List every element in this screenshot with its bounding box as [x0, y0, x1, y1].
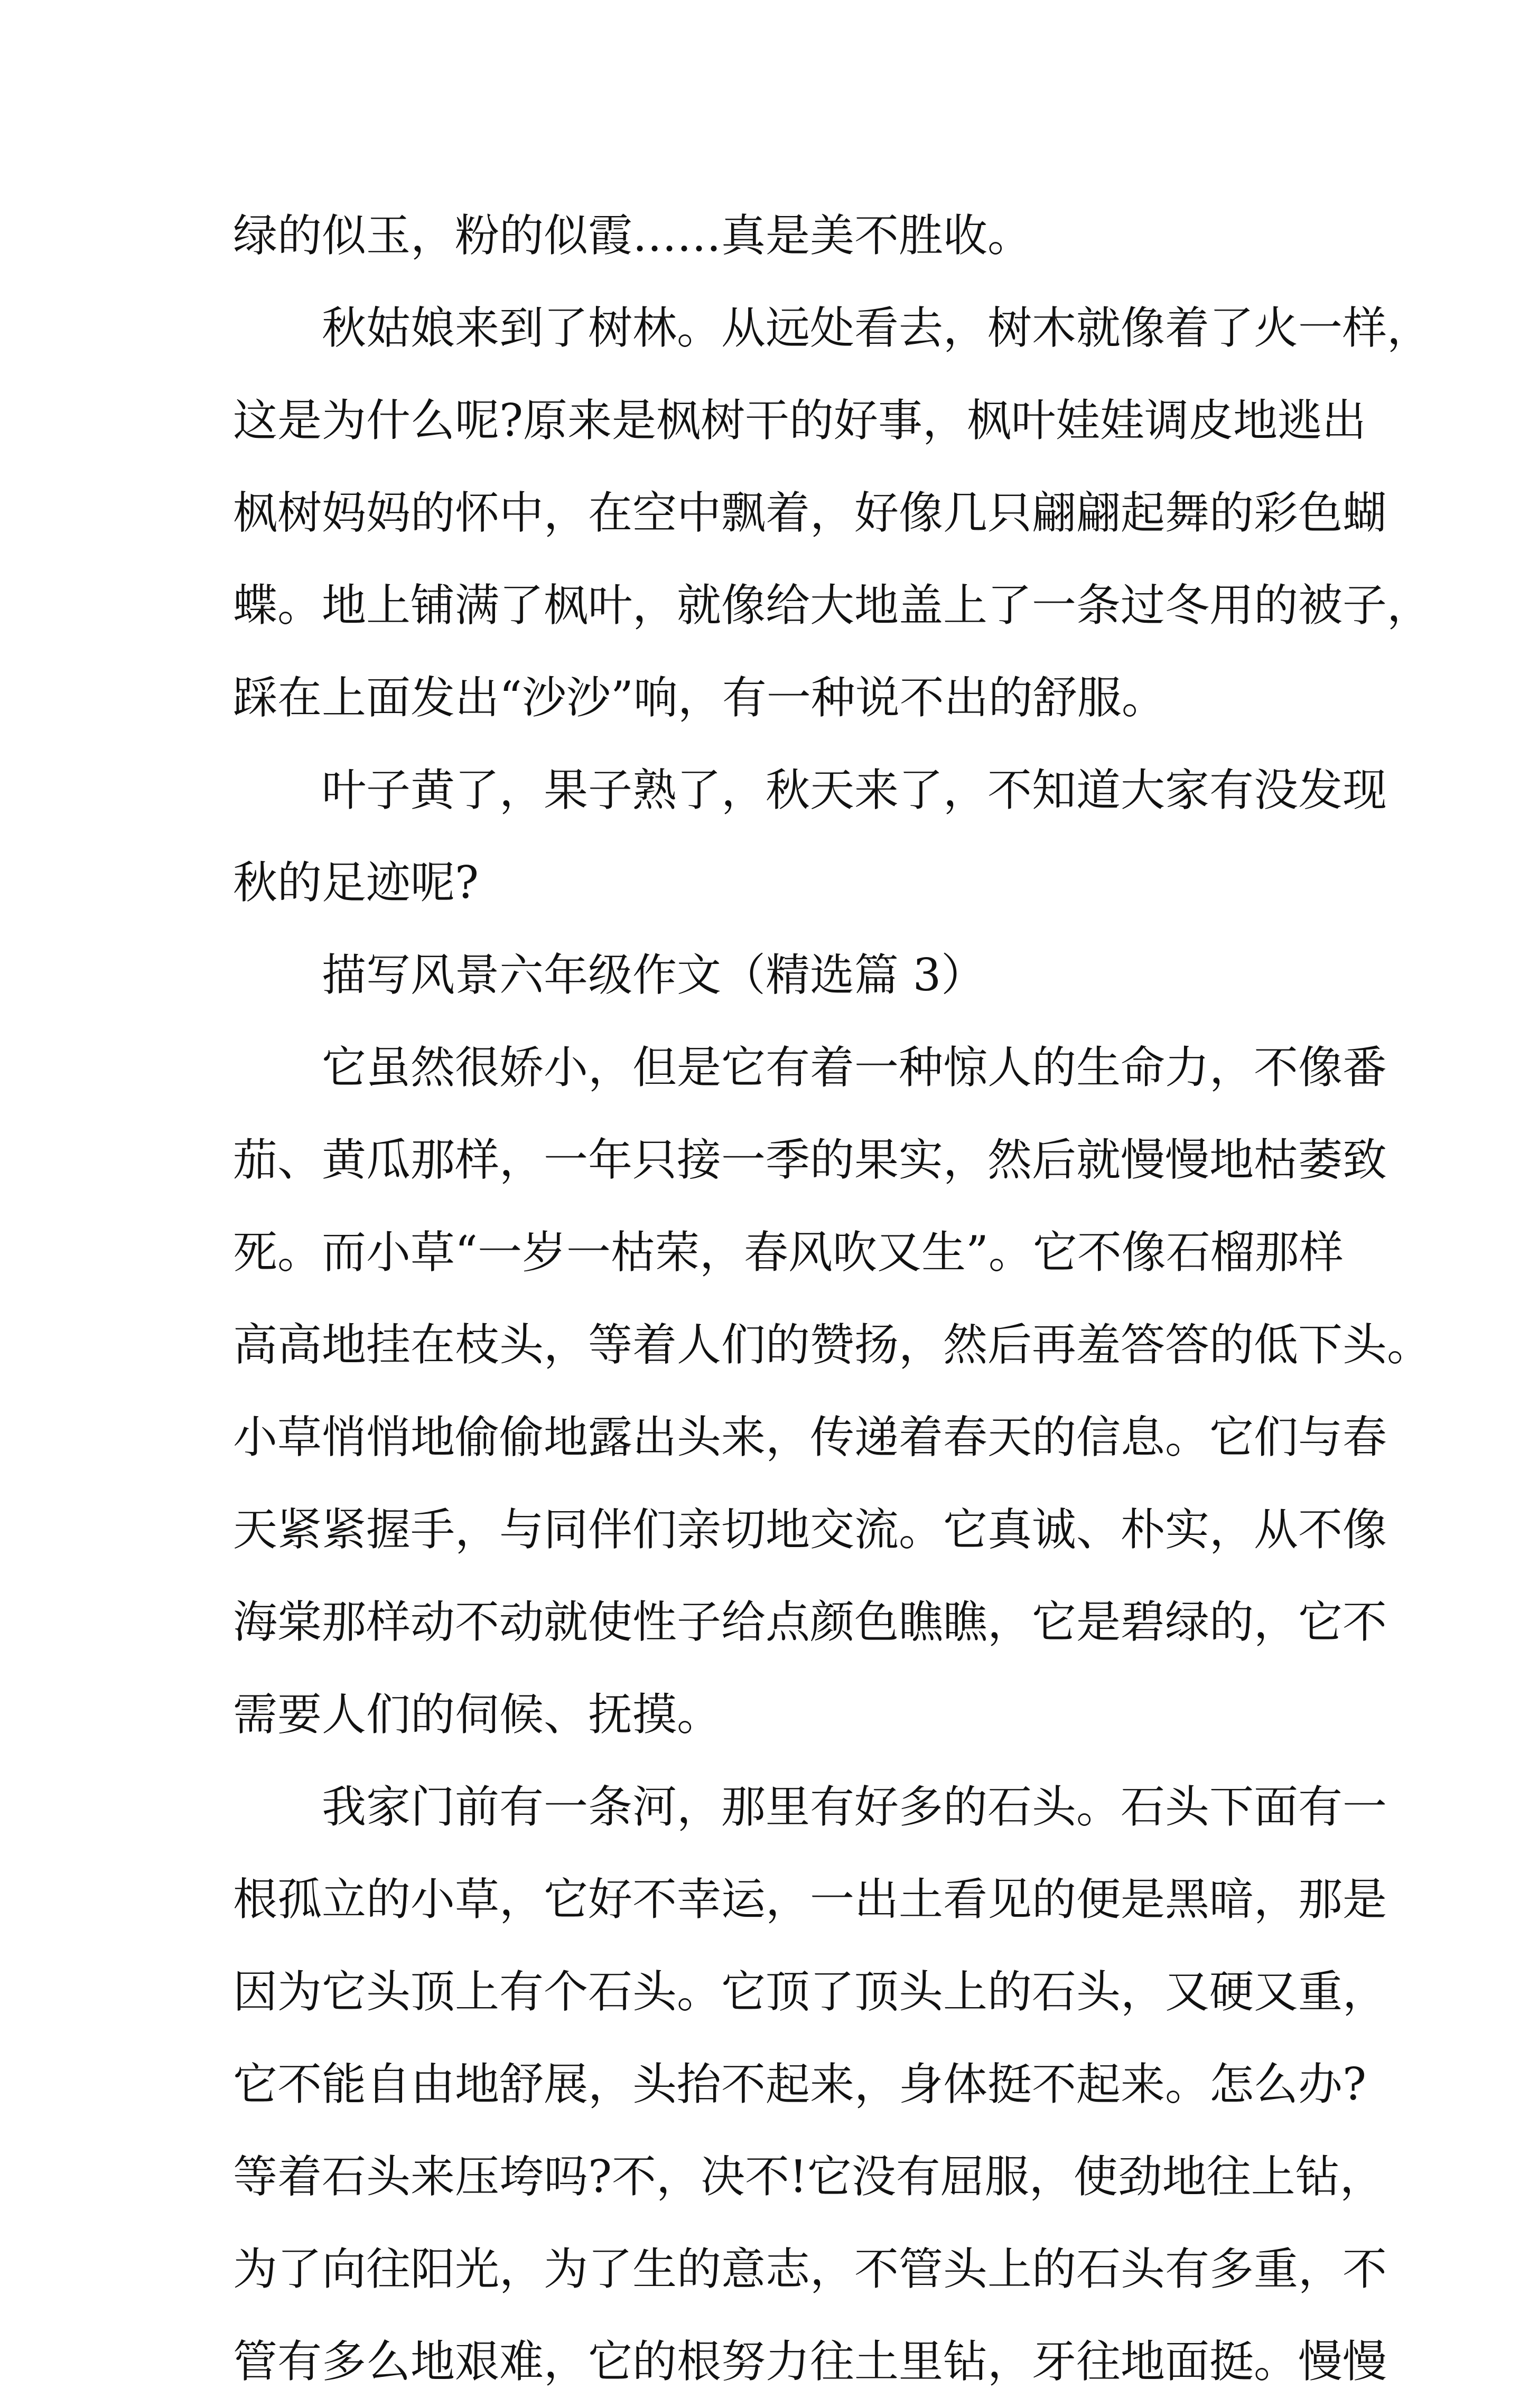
text-line: 需要人们的伺候、抚摸。: [233, 1689, 722, 1740]
text-line: 描写风景六年级作文（精选篇 3）: [322, 949, 986, 1001]
text-line: 这是为什么呢?原来是枫树干的好事，枫叶娃娃调皮地逃出: [233, 395, 1367, 446]
text-line: 管有多么地艰难，它的根努力往土里钻，牙往地面挺。慢慢: [233, 2336, 1387, 2387]
text-line: 踩在上面发出“沙沙”响，有一种说不出的舒服。: [233, 672, 1166, 724]
text-line: 茄、黄瓜那样，一年只接一季的果实，然后就慢慢地枯萎致: [233, 1134, 1387, 1186]
document-body: [233, 190, 1432, 2408]
text-line: 它虽然很娇小，但是它有着一种惊人的生命力，不像番: [322, 1042, 1387, 1093]
text-line: 绿的似玉，粉的似霞……真是美不胜收。: [233, 210, 1032, 261]
text-line: 秋的足迹呢?: [233, 857, 479, 908]
text-line: 秋姑娘来到了树林。从远处看去，树木就像着了火一样，: [322, 302, 1432, 354]
text-line: 因为它头顶上有个石头。它顶了顶头上的石头，又硬又重，: [233, 1966, 1387, 2018]
text-line: 死。而小草“一岁一枯荣，春风吹又生”。它不像石榴那样: [233, 1226, 1344, 1278]
text-line: 为了向往阳光，为了生的意志，不管头上的石头有多重，不: [233, 2243, 1387, 2295]
text-line: 蝶。地上铺满了枫叶，就像给大地盖上了一条过冬用的被子，: [233, 579, 1432, 631]
text-line: 天紧紧握手，与同伴们亲切地交流。它真诚、朴实，从不像: [233, 1504, 1387, 1556]
text-line: 高高地挂在枝头，等着人们的赞扬，然后再羞答答的低下头。: [233, 1319, 1432, 1371]
text-line: 小草悄悄地偷偷地露出头来，传递着春天的信息。它们与春: [233, 1411, 1387, 1463]
text-line: 海棠那样动不动就使性子给点颜色瞧瞧，它是碧绿的，它不: [233, 1596, 1387, 1648]
text-line: 等着石头来压垮吗?不，决不!它没有屈服，使劲地往上钻，: [233, 2151, 1384, 2203]
text-line: 枫树妈妈的怀中，在空中飘着，好像几只翩翩起舞的彩色蝴: [233, 487, 1387, 539]
text-line: 根孤立的小草，它好不幸运，一出土看见的便是黑暗，那是: [233, 1873, 1387, 1925]
text-line: 它不能自由地舒展，头抬不起来，身体挺不起来。怎么办?: [233, 2058, 1367, 2110]
text-line: 我家门前有一条河，那里有好多的石头。石头下面有一: [322, 1781, 1387, 1833]
text-line: 叶子黄了，果子熟了，秋天来了，不知道大家有没发现: [322, 764, 1387, 816]
